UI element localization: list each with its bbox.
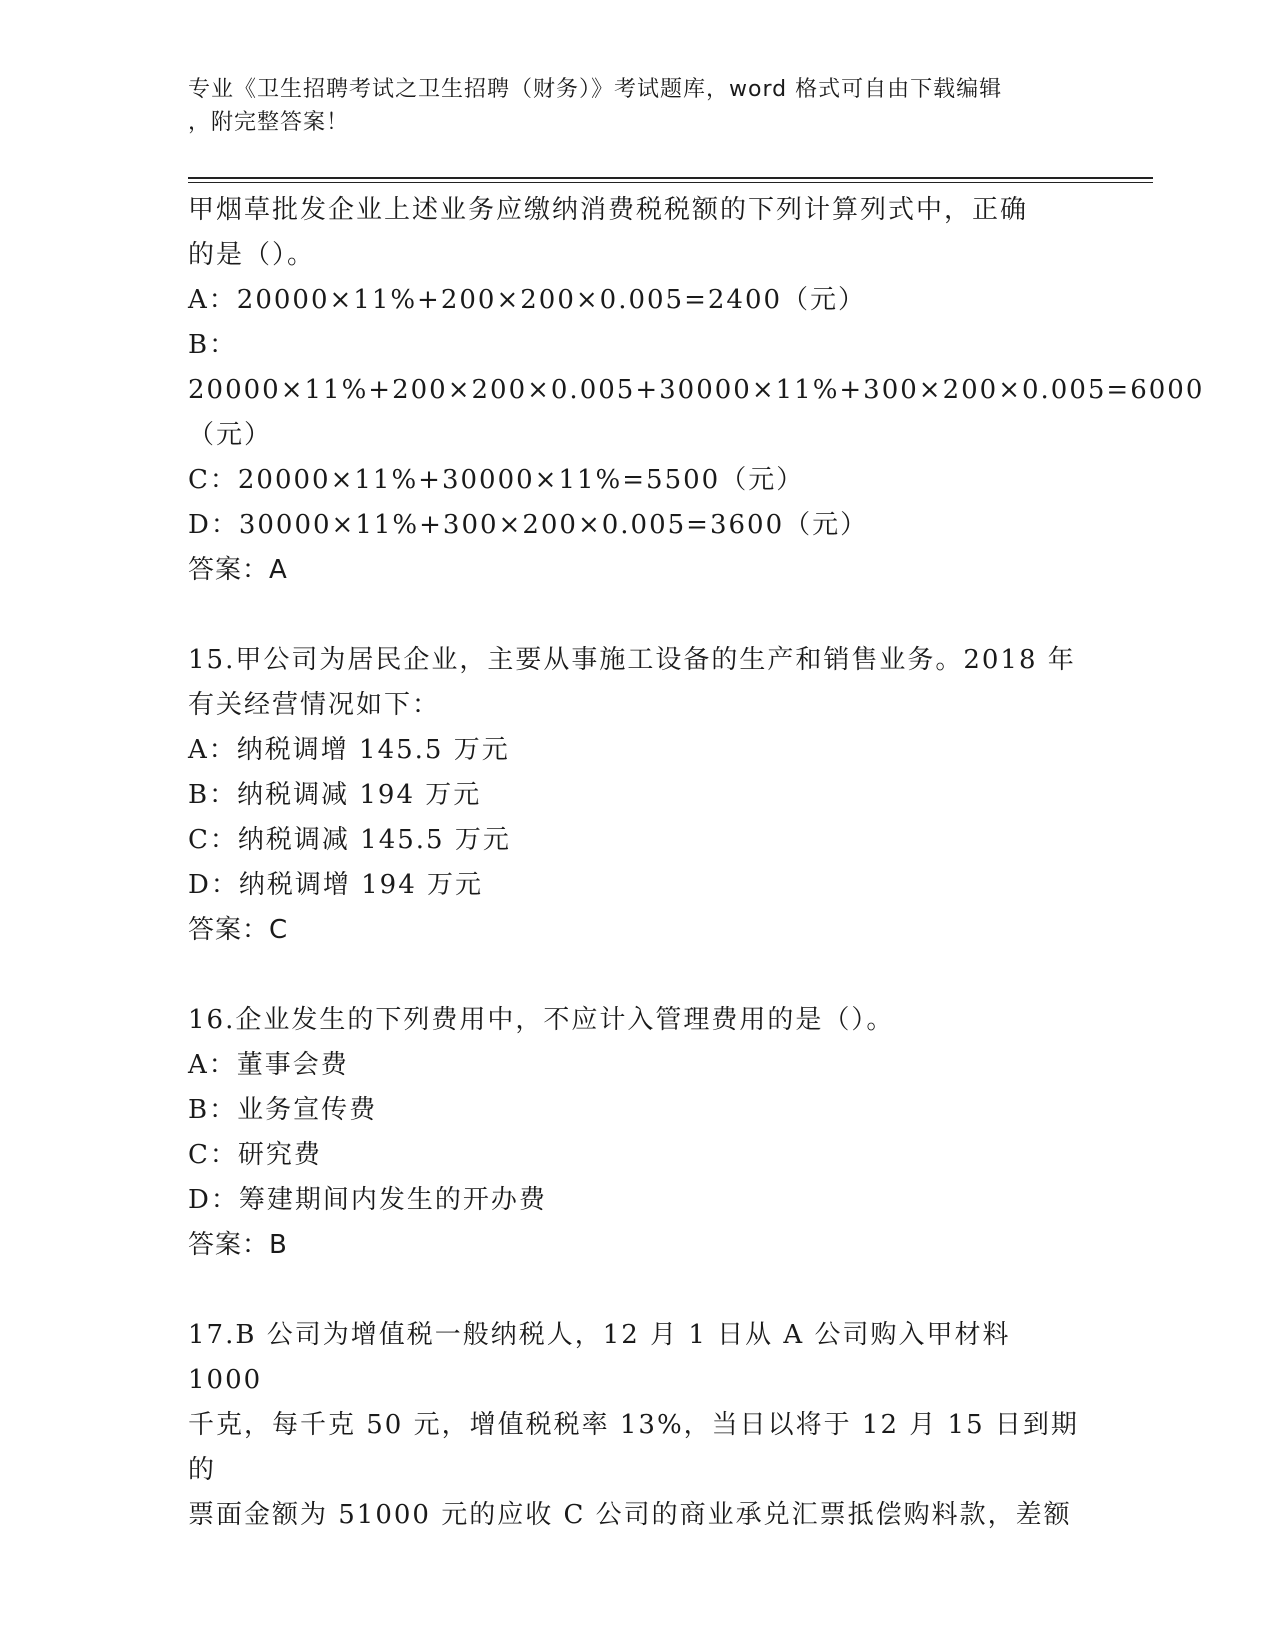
option-c: C：纳税调减 145.5 万元: [188, 825, 511, 855]
spacer: [188, 1268, 1088, 1313]
question-stem-line: 15.甲公司为居民企业，主要从事施工设备的生产和销售业务。2018 年: [188, 645, 1076, 675]
option-a: A：董事会费: [188, 1050, 349, 1080]
header-line-2: ，附完整答案！: [188, 110, 350, 135]
option-a: A：20000×11%+200×200×0.005=2400（元）: [188, 285, 867, 315]
option-a: A：纳税调增 145.5 万元: [188, 735, 510, 765]
option-d: D：30000×11%+300×200×0.005=3600（元）: [188, 510, 869, 540]
question-17: [188, 1313, 1088, 1538]
spacer: [188, 593, 1088, 638]
answer-line: 答案：A: [188, 555, 288, 585]
option-b: B：业务宣传费: [188, 1095, 378, 1125]
spacer: [188, 953, 1088, 998]
document-body: [188, 188, 1205, 1538]
option-b: B：纳税调减 194 万元: [188, 780, 482, 810]
option-c: C：20000×11%+30000×11%=5500（元）: [188, 465, 805, 495]
question-stem-line: 有关经营情况如下：: [188, 690, 441, 720]
option-b-continued: （元）: [188, 420, 273, 450]
question-stem-line: 的是（）。: [188, 240, 316, 270]
header-rule-thick: [188, 177, 1153, 179]
header-rule-thin: [188, 182, 1153, 183]
header-line-1: 专业《卫生招聘考试之卫生招聘（财务）》考试题库，word 格式可自由下载编辑: [188, 77, 1003, 102]
document-header: [188, 73, 1068, 139]
question-stem-line: 16.企业发生的下列费用中，不应计入管理费用的是（）。: [188, 1005, 895, 1035]
answer-line: 答案：B: [188, 1230, 288, 1260]
option-c: C：研究费: [188, 1140, 322, 1170]
question-stem-line: 甲烟草批发企业上述业务应缴纳消费税税额的下列计算列式中，正确: [188, 195, 1029, 225]
option-d: D：纳税调增 194 万元: [188, 870, 484, 900]
option-d: D：筹建期间内发生的开办费: [188, 1185, 547, 1215]
question-14: [188, 188, 1205, 593]
question-15: [188, 638, 1088, 953]
answer-line: 答案：C: [188, 915, 289, 945]
question-stem-line: 17.B 公司为增值税一般纳税人，12 月 1 日从 A 公司购入甲材料 1000: [188, 1320, 1011, 1395]
option-b: B：20000×11%+200×200×0.005+30000×11%+300×200×0.005=6000: [188, 330, 1205, 405]
question-stem-line: 票面金额为 51000 元的应收 C 公司的商业承兑汇票抵偿购料款，差额: [188, 1500, 1072, 1530]
question-stem-line: 千克，每千克 50 元，增值税税率 13%，当日以将于 12 月 15 日到期的: [188, 1410, 1079, 1485]
question-16: [188, 998, 1088, 1268]
